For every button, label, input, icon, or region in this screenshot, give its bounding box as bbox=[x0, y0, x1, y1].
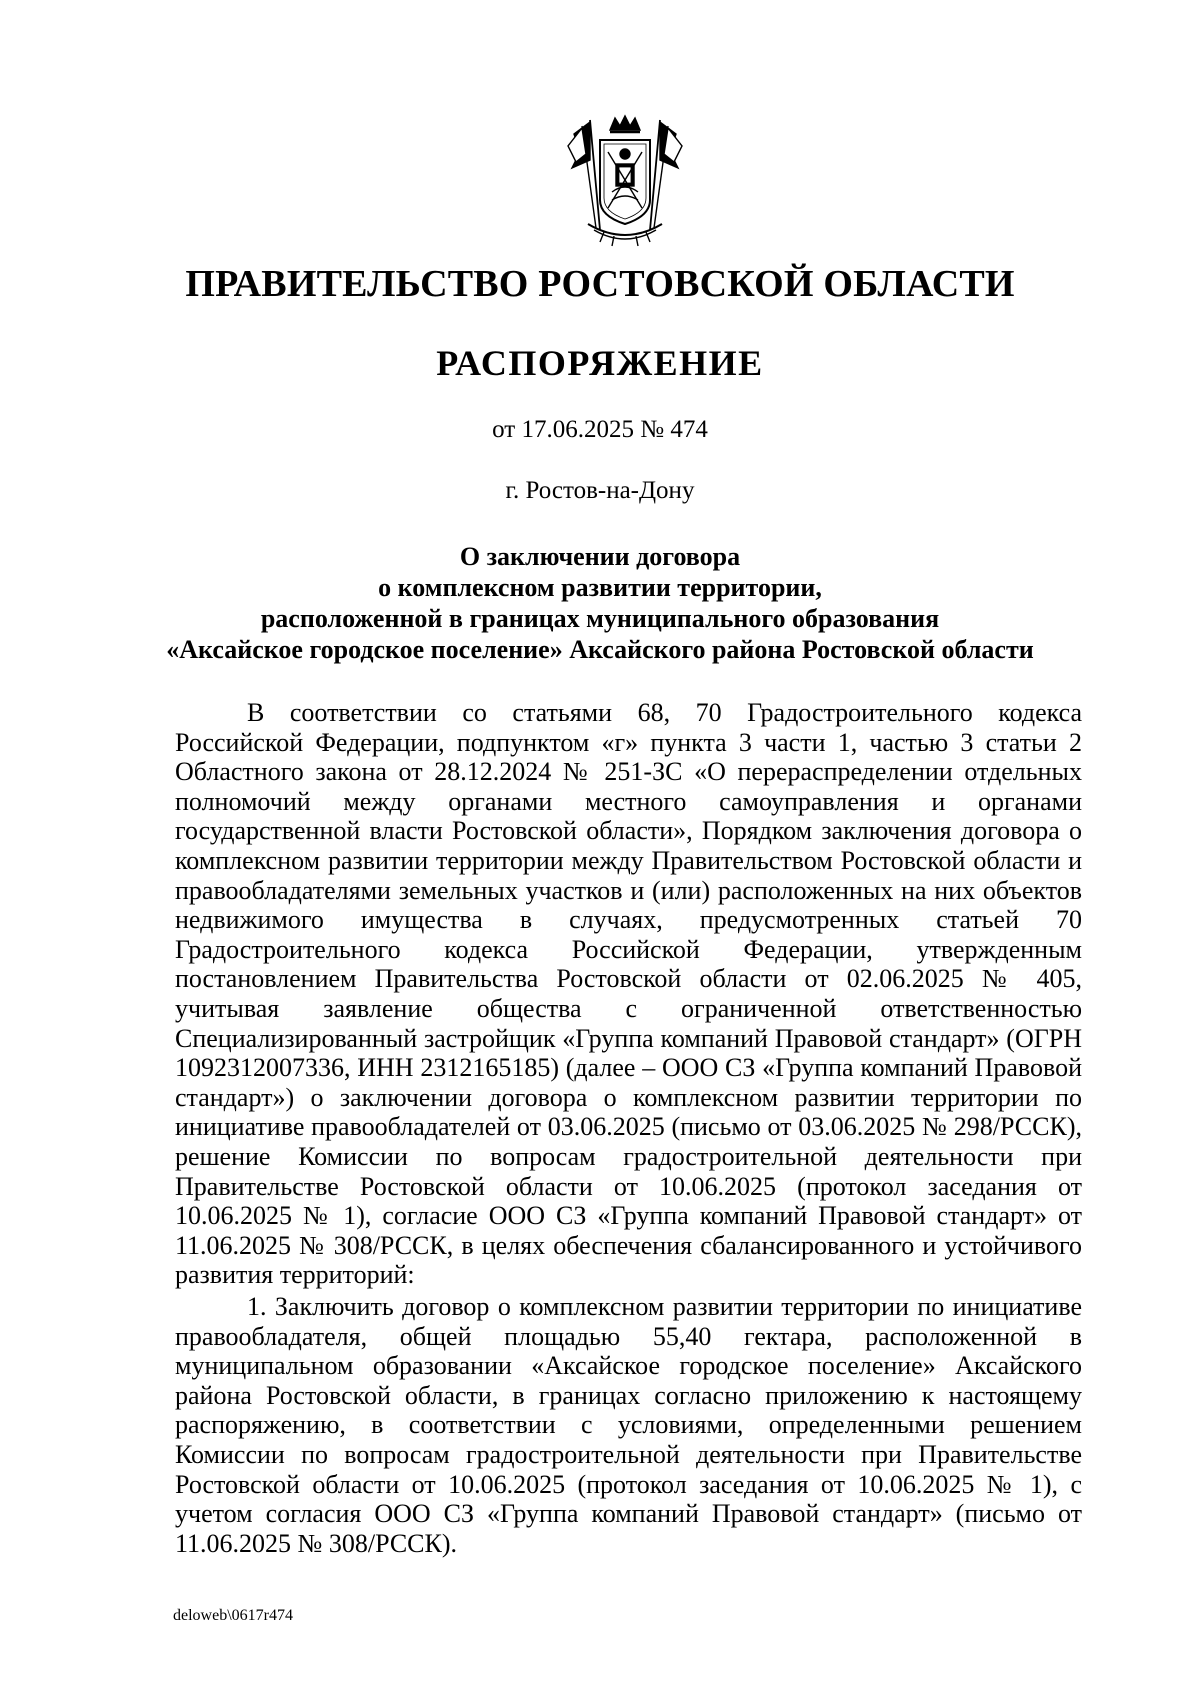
document-type-title: РАСПОРЯЖЕНИЕ bbox=[436, 343, 764, 383]
government-title: ПРАВИТЕЛЬСТВО РОСТОВСКОЙ ОБЛАСТИ bbox=[185, 263, 1015, 305]
subject-line: «Аксайское городское поселение» Аксайского района Ростовской области bbox=[166, 635, 1034, 664]
item-1-paragraph bbox=[175, 1292, 1082, 1558]
file-code: deloweb\0617r474 bbox=[173, 1607, 293, 1624]
subject-line: расположенной в границах муниципального образования bbox=[260, 604, 940, 633]
subject-line: о комплексном развитии территории, bbox=[378, 573, 822, 602]
subject-line: О заключении договора bbox=[459, 542, 741, 571]
document-city: г. Ростов-на-Дону bbox=[505, 477, 695, 504]
document-subject bbox=[150, 541, 1050, 665]
item-1-text: 1. Заключить договор о комплексном развитии территории по инициативе правообладателя, общей площадью 55,40 гектара, расположенной в муниципальном образовании «Аксайское городское поселение» Аксайского района Ростовской области, в границах согласно приложению к настоящему распоряжению, в соответствии с условиями, определенными решением Комиссии по вопросам градостроительной деятельности при Правительстве Ростовской области от 10.06.2025 (протокол заседания от 10.06.2025 № 1), с учетом согласия ООО СЗ «Группа компаний Правовой стандарт» (письмо от 11.06.2025 № 308/РССК). bbox=[175, 1292, 1082, 1558]
rostov-oblast-coat-of-arms-icon bbox=[560, 112, 690, 252]
preamble-paragraph bbox=[175, 698, 1082, 1290]
preamble-text: В соответствии со статьями 68, 70 Градостроительного кодекса Российской Федерации, подпунктом «г» пункта 3 части 1, частью 3 статьи 2 Областного закона от 28.12.2024 № 251-ЗС «О перераспределении отдельных полномочий между органами местного самоуправления и органами государственной власти Ростовской области», Порядком заключения договора о комплексном развитии территории между Правительством Ростовской области и правообладателями земельных участков и (или) расположенных на них объектов недвижимого имущества в случаях, предусмотренных статьей 70 Градостроительного кодекса Российской Федерации, утвержденным постановлением Правительства Ростовской области от 02.06.2025 № 405, учитывая заявление общества с ограниченной ответственностью Специализированный застройщик «Группа компаний Правовой стандарт» (ОГРН 1092312007336, ИНН 2312165185) (далее – ООО СЗ «Группа компаний Правовой стандарт») о заключении договора о комплексном развитии территории по инициативе правообладателей от 03.06.2025 (письмо от 03.06.2025 № 298/РССК), решение Комиссии по вопросам градостроительной деятельности при Правительстве Ростовской области от 10.06.2025 (протокол заседания от 10.06.2025 № 1), согласие ООО СЗ «Группа компаний Правовой стандарт» от 11.06.2025 № 308/РССК, в целях обеспечения сбалансированного и устойчивого развития территорий: bbox=[175, 698, 1082, 1290]
document-date-number: от 17.06.2025 № 474 bbox=[492, 416, 708, 443]
